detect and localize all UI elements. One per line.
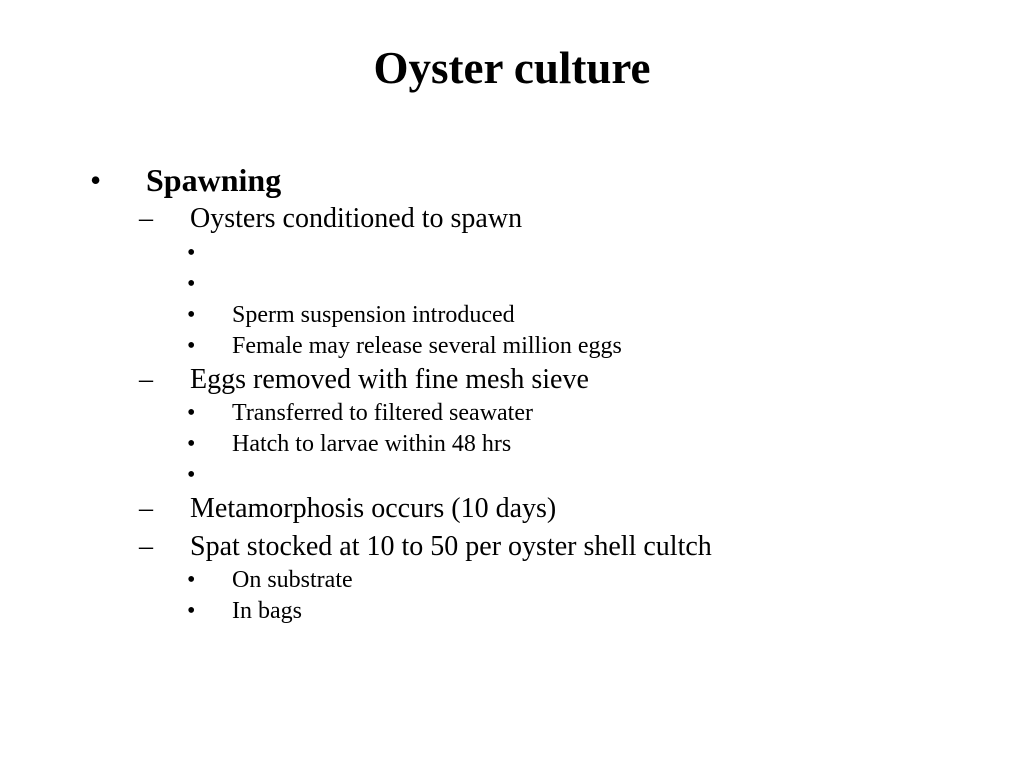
slide-title: Oyster culture [373, 43, 651, 93]
bullet-marker: • [187, 462, 196, 488]
bullet-text: Transferred to filtered seawater [232, 400, 533, 426]
bullet-text: Oysters conditioned to spawn [190, 203, 523, 234]
dash-marker: – [139, 493, 153, 524]
bullet-marker: • [187, 567, 196, 593]
bullet-marker: • [90, 162, 102, 198]
bullet-marker: • [187, 240, 196, 266]
bullet-marker: • [187, 333, 196, 359]
dash-marker: – [139, 364, 153, 395]
dash-marker: – [139, 531, 153, 562]
bullet-text: Female may release several million eggs [232, 333, 622, 359]
bullet-text: Spawning [146, 162, 282, 198]
bullet-text: Hatch to larvae within 48 hrs [232, 431, 512, 457]
bullet-marker: • [187, 302, 196, 328]
bullet-marker: • [187, 598, 196, 624]
bullet-text: On substrate [232, 567, 353, 593]
bullet-text: In bags [232, 598, 302, 624]
bullet-marker: • [187, 400, 196, 426]
bullet-marker: • [187, 271, 196, 297]
dash-marker: – [139, 203, 153, 234]
bullet-text: Metamorphosis occurs (10 days) [190, 493, 557, 524]
bullet-text: Sperm suspension introduced [232, 302, 515, 328]
bullet-marker: • [187, 431, 196, 457]
bullet-text: Eggs removed with fine mesh sieve [190, 364, 589, 395]
bullet-text: Spat stocked at 10 to 50 per oyster shell cultch [190, 531, 712, 562]
